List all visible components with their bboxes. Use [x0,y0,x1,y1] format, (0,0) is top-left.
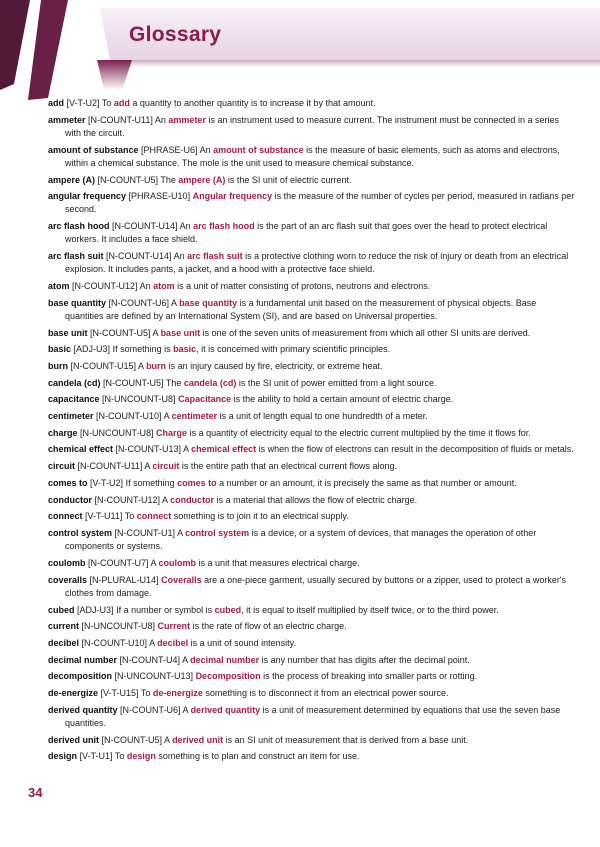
entry-def-post: , it is equal to itself multiplied by itself twice, or to the third power. [241,604,499,615]
entry-def-post: something is to plan and construct an item for use. [155,751,360,762]
entry-term: capacitance [48,394,100,405]
entry-def-term: Current [157,621,191,632]
band-shadow [110,60,600,67]
entry-definition [149,638,296,648]
entry-tag: [N-COUNT-U4] [119,654,181,665]
entry-def-term: amount of substance [213,144,304,155]
entry-term: amount of substance [48,144,139,155]
entry-term: ampere (A) [48,174,96,185]
entry-def-pre: A [182,704,191,715]
glossary-entry [48,687,575,700]
glossary-entry [48,557,575,570]
glossary-entry [48,220,575,246]
entry-tag: [N-UNCOUNT-U8] [81,621,156,632]
entry-definition [115,751,360,761]
entry-tag: [N-UNCOUNT-U8] [80,427,154,438]
entry-def-term: centimeter [171,411,218,422]
entry-def-pre: To [124,511,137,522]
entry-def-post: is the entire path that an electrical current flows along. [179,461,398,472]
entry-def-pre: A [164,734,173,745]
entry-term: coulomb [48,557,86,568]
glossary-entry [48,460,575,473]
entry-def-term: Angular frequency [192,191,273,202]
entry-def-post: a number or an amount, it is precisely the same as that number or amount. [216,477,517,488]
entry-def-term: atom [153,280,175,291]
entry-def-pre: If something [125,477,178,488]
entry-term: base unit [48,327,88,338]
entry-def-post: is the SI unit of electric current. [225,174,352,185]
entry-def-post: is when the flow of electrons can result in the decomposition of fluids or metals. [256,444,574,455]
entry-term: ammeter [48,114,86,125]
entry-def-post: is the process of breaking into smaller parts or rotting. [260,671,478,682]
entry-term: decomposition [48,671,113,682]
entry-def-post: is a quantity of electricity equal to the electric current multiplied by the time it flows for. [187,427,531,438]
entry-term: basic [48,344,72,355]
entry-term: arc flash hood [48,221,110,232]
glossary-entry [48,280,575,293]
entry-term: connect [48,511,83,522]
entry-definition [164,735,468,745]
entry-def-term: derived quantity [190,704,261,715]
entry-term: coveralls [48,574,88,585]
entry-term: burn [48,360,68,371]
entry-term: decibel [48,637,80,648]
entry-def-post: something is to join it to an electrical supply. [171,511,349,522]
entry-definition [140,281,431,291]
entry-def-post: is a device, or a system of devices, that manages the operation of other components or systems. [65,527,537,552]
entry-def-post: is the measure of the number of cycles per period, measured in radians per second. [65,191,575,215]
entry-definition [153,328,531,338]
entry-def-post: is an SI unit of measurement that is derived from a base unit. [223,734,469,745]
entry-def-pre: A [152,327,161,338]
entry-def-post: are a one-piece garment, usually secured by buttons or a zipper, used to protect a worker's clothes from damage. [65,574,567,598]
glossary-entry [48,410,575,423]
entry-def-term: candela (cd) [183,377,237,388]
entry-def-term: add [113,98,130,108]
entry-def-pre: The [165,377,184,388]
glossary-entry [48,750,575,763]
entry-definition [183,444,574,454]
entry-tag: [N-UNCOUNT-U8] [102,394,176,405]
glossary-entry [48,443,575,456]
glossary-entry [48,144,575,170]
entry-tag: [V-T-U1] [79,751,113,762]
entry-tag: [N-COUNT-U10] [81,637,148,648]
entry-term: derived unit [48,734,100,745]
entry-term: candela (cd) [48,377,101,388]
glossary-entry [48,427,575,440]
entry-tag: [V-T-U2] [90,477,124,488]
entry-def-term: de-energize [152,688,203,699]
glossary-entry [48,704,575,730]
entry-def-post: is the SI unit of power emitted from a light source. [236,377,437,388]
page-title: Glossary [129,23,222,46]
entry-def-post: is a unit of measurement determined by equations that use the seven base quantities. [65,704,561,728]
entry-def-pre: A [171,297,180,308]
glossary-entry [48,670,575,683]
entry-term: charge [48,427,78,438]
entry-def-post: is any number that has digits after the decimal point. [259,654,470,665]
entry-tag: [V-T-U11] [85,511,123,522]
entry-def-pre: A [162,494,171,505]
entry-definition [116,605,499,615]
entry-def-pre: If something is [112,344,174,355]
entry-term: add [48,98,65,108]
header-decoration [0,0,600,100]
entry-term: base quantity [48,297,107,308]
entry-def-term: derived unit [172,734,224,745]
entry-def-term: Charge [156,427,188,438]
entry-tag: [ADJ-U3] [77,604,114,615]
entry-definition [141,688,449,698]
glossary-entry [48,510,575,523]
entry-def-post: is a material that allows the flow of electric charge. [214,494,418,505]
entry-def-pre: An [179,221,194,232]
entry-definition [113,344,391,354]
band-fold [97,60,132,90]
corner-ribbon-right [28,0,68,100]
entry-def-term: burn [146,360,167,371]
entry-term: design [48,751,78,762]
entry-def-post: is a unit of sound intensity. [188,637,296,648]
entry-def-pre: A [150,557,159,568]
entry-definition [196,671,478,681]
glossary-entry [48,477,575,490]
entry-def-term: cubed [214,604,242,615]
entry-definition [156,428,531,438]
entry-def-term: chemical effect [191,444,257,455]
entry-tag: [N-COUNT-U11] [77,461,143,472]
entry-definition [178,394,453,404]
entry-def-pre: An [139,280,154,291]
glossary-entry [48,190,575,216]
entry-def-pre: A [183,444,192,455]
entry-definition [125,511,349,521]
entry-tag: [PHRASE-U10] [128,191,191,202]
glossary-entry [48,393,575,406]
page-header [0,0,600,100]
entry-tag: [N-COUNT-U5] [103,377,164,388]
entry-tag: [N-PLURAL-U14] [89,574,159,585]
entry-def-pre: An [199,144,214,155]
glossary-entry [48,174,575,187]
entry-tag: [N-UNCOUNT-U13] [114,671,194,682]
glossary-entry [48,494,575,507]
entry-def-term: base quantity [179,297,238,308]
entry-def-post: is the part of an arc flash suit that goes over the head to protect electrical workers. It includes a face shield. [65,221,548,245]
entry-def-post: is an instrument used to measure current. The instrument must be connected in a series with the circuit. [65,114,559,138]
glossary-entry [48,574,575,600]
entry-term: circuit [48,461,76,472]
entry-term: angular frequency [48,191,127,202]
entry-term: atom [48,280,70,291]
entry-tag: [N-COUNT-U12] [94,494,161,505]
entry-def-post: is a protective clothing worn to reduce the risk of injury or death from an electrical explosion. It includes pants, a jacket, and a hood with a protective face shield. [65,251,569,275]
entry-term: centimeter [48,411,94,422]
entry-term: cubed [48,604,75,615]
entry-term: arc flash suit [48,251,104,262]
entry-term: decimal number [48,654,118,665]
entry-term: current [48,621,80,632]
entry-definition [144,461,397,471]
glossary-entry [48,620,575,633]
glossary-entry [48,297,575,323]
entry-def-term: base unit [160,327,201,338]
entry-def-term: arc flash hood [193,221,255,232]
entry-definition [158,621,347,631]
entry-def-post: is a unit of matter consisting of protons, neutrons and electrons. [174,280,431,291]
glossary-entry [48,377,575,390]
glossary-list [48,97,575,767]
entry-definition [151,558,360,568]
entry-def-pre: An [154,114,169,125]
entry-def-term: control system [185,527,250,538]
entry-def-post: is a unit that measures electrical charge. [196,557,360,568]
entry-def-post: is the measure of basic elements, such as atoms and electrons, within a chemical substance. The mole is the unit used to measure chemical substance. [65,144,560,168]
glossary-entry [48,734,575,747]
glossary-entry [48,343,575,356]
entry-def-term: connect [136,511,172,522]
entry-term: control system [48,527,113,538]
entry-term: conductor [48,494,92,505]
entry-tag: [PHRASE-U6] [141,144,198,155]
glossary-entry [48,654,575,667]
entry-tag: [N-COUNT-U7] [88,557,149,568]
entry-definition [138,361,382,371]
entry-tag: [N-COUNT-U6] [108,297,170,308]
entry-def-pre: To [101,98,114,108]
glossary-entry [48,114,575,140]
entry-def-post: is the ability to hold a certain amount of electric charge. [231,394,454,405]
entry-def-term: Coveralls [161,574,202,585]
entry-def-term: coulomb [158,557,197,568]
entry-def-post: something is to disconnect it from an electrical power source. [202,688,449,699]
entry-definition [160,175,351,185]
entry-def-term: decimal number [190,654,260,665]
entry-def-pre: To [114,751,127,762]
entry-tag: [N-COUNT-U12] [72,280,138,291]
page-number: 34 [28,785,43,800]
entry-tag: [N-COUNT-U5] [101,734,163,745]
entry-def-post: is a unit of length equal to one hundredth of a meter. [217,411,428,422]
entry-def-post: is a fundamental unit based on the measurement of physical objects. Base quantities are defined by an International System (SI), and are based on Universal properties. [65,297,537,321]
entry-def-term: ampere (A) [178,174,226,185]
entry-tag: [N-COUNT-U5] [97,174,159,185]
entry-definition [162,495,417,505]
entry-def-term: decibel [157,637,189,648]
entry-tag: [V-T-U2] [66,98,100,108]
entry-definition [126,478,517,488]
entry-def-post: , it is concerned with primary scientific principles. [196,344,391,355]
entry-def-term: circuit [152,461,180,472]
entry-tag: [N-COUNT-U6] [120,704,181,715]
glossary-entry [48,604,575,617]
entry-tag: [N-COUNT-U15] [70,360,137,371]
entry-def-pre: To [140,688,153,699]
entry-def-pre: A [144,461,153,472]
glossary-entry [48,527,575,553]
entry-tag: [N-COUNT-U14] [112,221,178,232]
entry-term: comes to [48,477,88,488]
entry-def-term: Decomposition [195,671,261,682]
entry-def-term: Capacitance [178,394,232,405]
entry-tag: [ADJ-U3] [73,344,111,355]
entry-definition [182,655,470,665]
entry-term: de-energize [48,688,99,699]
entry-tag: [N-COUNT-U13] [115,444,182,455]
entry-def-pre: A [182,654,191,665]
entry-def-post: is one of the seven units of measurement from which all other SI units are derived. [200,327,531,338]
entry-tag: [N-COUNT-U10] [96,411,162,422]
entry-def-pre: An [173,251,188,262]
entry-def-pre: A [138,360,147,371]
entry-def-term: conductor [170,494,215,505]
corner-ribbon-left [0,0,30,90]
entry-def-pre: A [149,637,158,648]
entry-def-term: ammeter [168,114,206,125]
entry-def-pre: If a number or symbol is [116,604,215,615]
entry-tag: [N-COUNT-U1] [114,527,176,538]
glossary-entry [48,360,575,373]
entry-tag: [V-T-U15] [100,688,139,699]
entry-def-post: a quantity to another quantity is to increase it by that amount. [129,98,376,108]
glossary-entry [48,97,575,110]
entry-def-term: comes to [177,477,217,488]
entry-def-term: arc flash suit [187,251,243,262]
entry-def-pre: The [160,174,179,185]
entry-tag: [N-COUNT-U14] [106,251,172,262]
glossary-entry [48,327,575,340]
glossary-entry [48,250,575,276]
entry-definition [102,98,376,108]
entry-tag: [N-COUNT-U11] [88,114,153,125]
entry-def-pre: A [163,411,172,422]
entry-definition [65,145,560,168]
entry-tag: [N-COUNT-U5] [90,327,151,338]
entry-def-term: design [126,751,156,762]
entry-def-pre: A [177,527,186,538]
entry-def-post: is the rate of flow of an electric charge. [190,621,347,632]
entry-def-post: is an injury caused by fire, electricity, or extreme heat. [166,360,383,371]
entry-definition [164,411,428,421]
entry-def-term: basic [173,344,197,355]
entry-term: chemical effect [48,444,114,455]
entry-term: derived quantity [48,704,118,715]
entry-definition [166,378,437,388]
glossary-entry [48,637,575,650]
